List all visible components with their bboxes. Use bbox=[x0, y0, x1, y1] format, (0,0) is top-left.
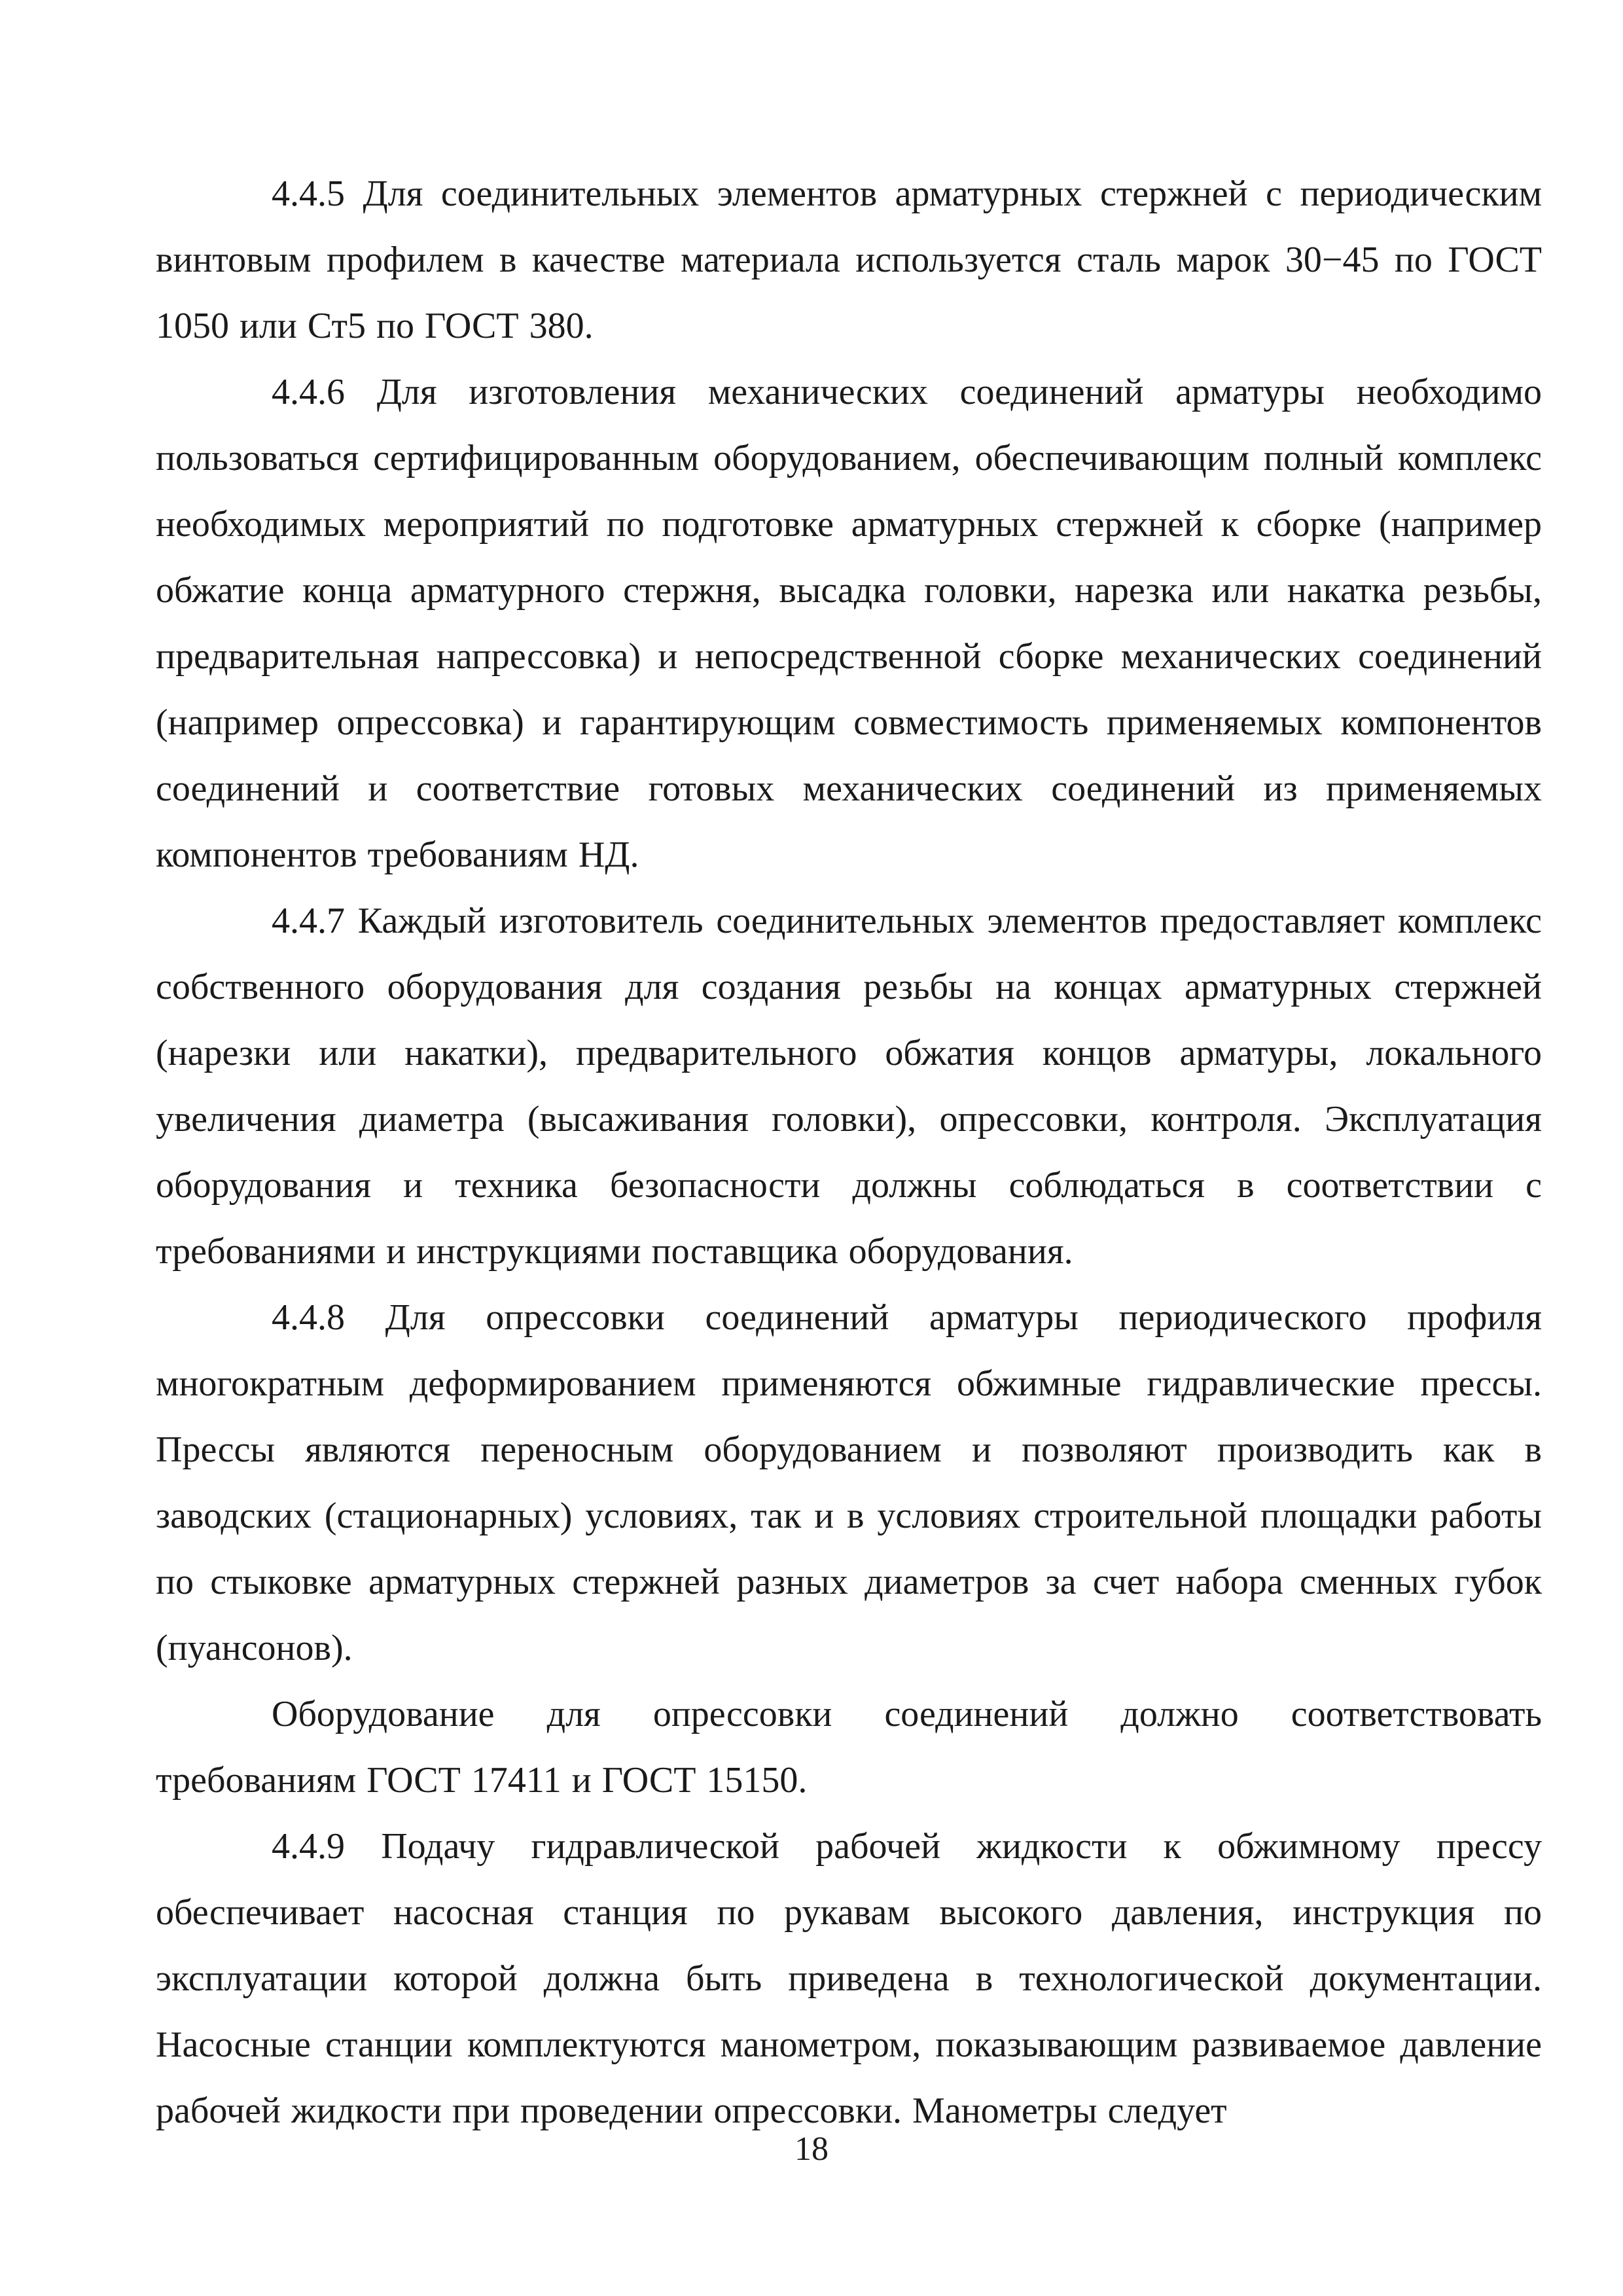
paragraph-4-4-7: 4.4.7 Каждый изготовитель соединительных элементов предоставляет комплекс собственного оборудования для создания резьбы на концах арматурных стержней (нарезки или накатки), предварительного обжатия концов арматуры, локального увеличения диаметра (высаживания головки), опрессовки, контроля. Эксплуатация оборудования и техника безопасности должны соблюдаться в соответствии с требованиями и инструкциями поставщика оборудования. bbox=[156, 901, 1542, 1272]
paragraph-4-4-6: 4.4.6 Для изготовления механических соединений арматуры необходимо пользоваться сертифицированным оборудованием, обеспечивающим полный комплекс необходимых мероприятий по подготовке арматурных стержней к сборке (например обжатие конца арматурного стержня, высадка головки, нарезка или накатка резьбы, предварительная напрессовка) и непосредственной сборке механических соединений (например опрессовка) и гарантирующим совместимость применяемых компонентов соединений и соответствие готовых механических соединений из применяемых компонентов требованиям НД. bbox=[156, 372, 1542, 875]
paragraph-4-4-9: 4.4.9 Подачу гидравлической рабочей жидкости к обжимному прессу обеспечивает насосная станция по рукавам высокого давления, инструкция по эксплуатации которой должна быть приведена в технологической документации. Насосные станции комплектуются манометром, показывающим развиваемое давление рабочей жидкости при проведении опрессовки. Манометры следует bbox=[156, 1826, 1542, 2131]
paragraph-4-4-5: 4.4.5 Для соединительных элементов арматурных стержней с периодическим винтовым профилем в качестве материала используется сталь марок 30−45 по ГОСТ 1050 или Ст5 по ГОСТ 380. bbox=[156, 173, 1542, 346]
page-body bbox=[156, 161, 1542, 2144]
paragraph-equipment-requirements: Оборудование для опрессовки соединений должно соответствовать требованиям ГОСТ 17411 и ГОСТ 15150. bbox=[156, 1694, 1542, 1801]
paragraph-4-4-8: 4.4.8 Для опрессовки соединений арматуры периодического профиля многократным деформированием применяются обжимные гидравлические прессы. Прессы являются переносным оборудованием и позволяют производить как в заводских (стационарных) условиях, так и в условиях строительной площадки работы по стыковке арматурных стержней разных диаметров за счет набора сменных губок (пуансонов). bbox=[156, 1297, 1542, 1668]
page-number: 18 bbox=[794, 2130, 829, 2168]
